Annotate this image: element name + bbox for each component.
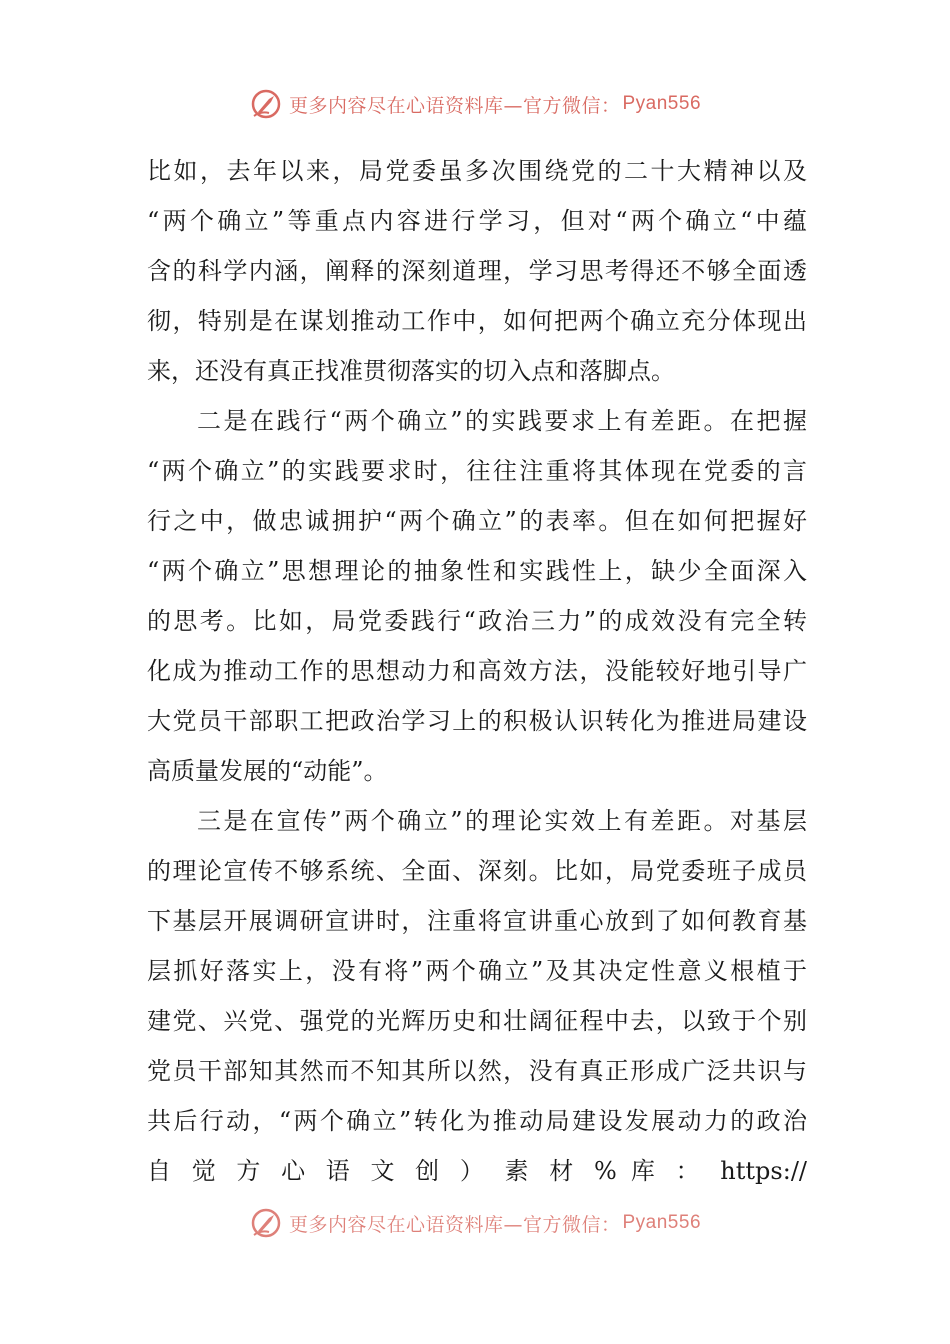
body-line: 化成为推动工作的思想动力和高效方法，没能较好地引导广 — [147, 657, 807, 685]
body-line: 大党员干部职工把政治学习上的积极认识转化为推进局建设 — [147, 707, 807, 735]
body-line: 层抓好落实上，没有将”两个确立”及其决定性意义根植于 — [147, 957, 807, 985]
header-banner-text: 更多内容尽在心语资料库—官方微信： — [288, 94, 621, 117]
header-wechat-id: Pyan556 — [622, 93, 702, 114]
body-line: 行之中，做忠诚拥护“两个确立”的表率。但在如何把握好 — [147, 507, 807, 535]
body-line: 的理论宣传不够系统、全面、深刻。比如，局党委班子成员 — [147, 857, 807, 885]
body-line: 含的科学内涵，阐释的深刻道理，学习思考得还不够全面透 — [147, 257, 807, 285]
body-line: 自 觉 方 心 语 文 创 ） 素 材 % 库 ： https:// — [147, 1157, 807, 1185]
footer-banner-text: 更多内容尽在心语资料库—官方微信： — [288, 1213, 621, 1236]
paragraph-start-line: 二是在践行“两个确立”的实践要求上有差距。在把握 — [197, 407, 807, 435]
footer-wechat-id: Pyan556 — [622, 1212, 702, 1233]
body-line: 彻，特别是在谋划推动工作中，如何把两个确立充分体现出 — [147, 307, 807, 335]
body-line: “两个确立”等重点内容进行学习，但对“两个确立“中蕴 — [147, 207, 807, 235]
body-line: 党员干部知其然而不知其所以然，没有真正形成广泛共识与 — [147, 1057, 807, 1085]
body-line: 来，还没有真正找准贯彻落实的切入点和落脚点。 — [147, 357, 675, 385]
body-line: “两个确立”的实践要求时，往往注重将其体现在党委的言 — [147, 457, 807, 485]
body-line: 比如，去年以来，局党委虽多次围绕党的二十大精神以及 — [147, 157, 807, 185]
header-watermark-banner — [0, 84, 950, 124]
footer-watermark-banner — [0, 1205, 950, 1241]
body-line: 高质量发展的“动能”。 — [147, 757, 388, 785]
body-line: 建党、兴党、强党的光辉历史和壮阔征程中去，以致于个别 — [147, 1007, 807, 1035]
paragraph-start-line: 三是在宣传”两个确立”的理论实效上有差距。对基层 — [197, 807, 807, 835]
document-body — [147, 146, 807, 1196]
body-line: 共后行动，“两个确立”转化为推动局建设发展动力的政治 — [147, 1107, 807, 1135]
pen-nib-logo-icon — [249, 87, 283, 121]
pen-nib-logo-icon — [249, 1206, 283, 1240]
body-line: 的思考。比如，局党委践行“政治三力”的成效没有完全转 — [147, 607, 807, 635]
body-line: “两个确立”思想理论的抽象性和实践性上，缺少全面深入 — [147, 557, 807, 585]
body-line: 下基层开展调研宣讲时，注重将宣讲重心放到了如何教育基 — [147, 907, 807, 935]
